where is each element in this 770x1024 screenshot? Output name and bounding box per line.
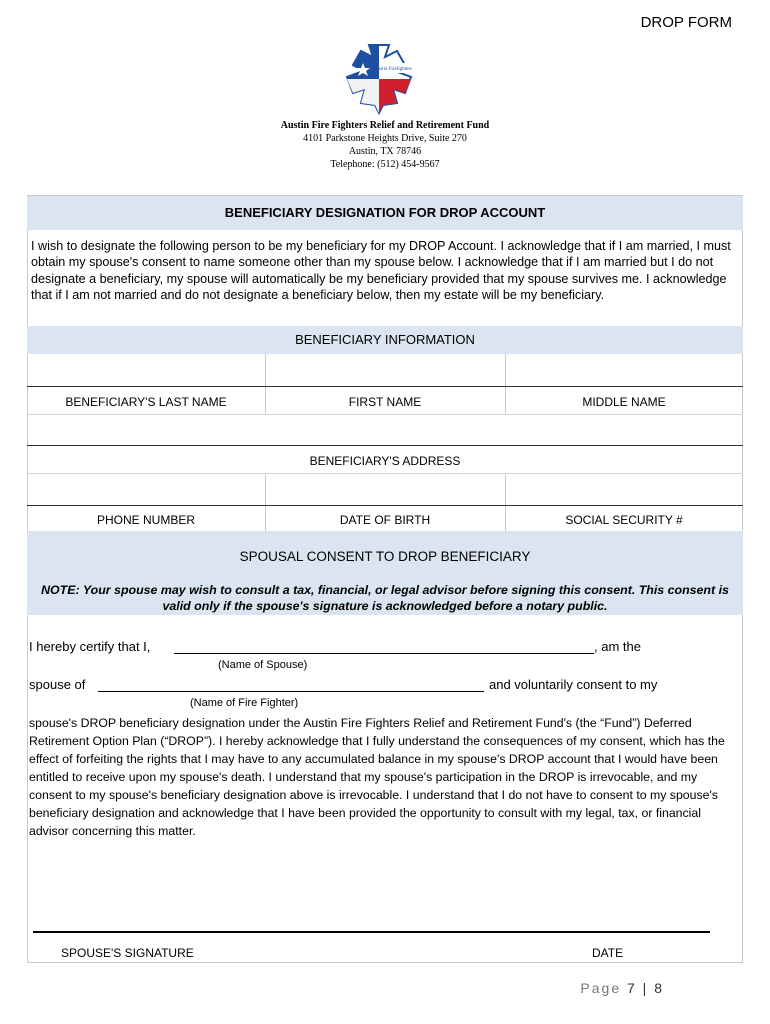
signature-line[interactable]: [33, 931, 710, 933]
organization-telephone: Telephone: (512) 454-9567: [330, 159, 440, 170]
address-label: BENEFICIARY'S ADDRESS: [309, 454, 461, 468]
organization-block: [0, 119, 770, 171]
intro-paragraph: I wish to designate the following person to be my beneficiary for my DROP Account. I acknowledge that if I am married, I must obtain my spouse's consent to name someone other than my spouse below. I acknowledge that if I am married but I do not designate a beneficiary, my spouse will automatically be my beneficiary provided that my spouse survives me. I acknowledge that if I am not married and do not designate a beneficiary below, then my estate will be my beneficiary.: [31, 239, 731, 303]
spouse-of-label: spouse of: [29, 677, 86, 692]
consent-suffix: and voluntarily consent to my: [489, 677, 658, 692]
spousal-consent-title: SPOUSAL CONSENT TO DROP BENEFICIARY: [239, 549, 531, 564]
organization-address-line1: 4101 Parkstone Heights Drive, Suite 270: [303, 133, 467, 144]
spouse-name-blank[interactable]: [174, 653, 594, 654]
address-input-line[interactable]: [27, 445, 743, 446]
middle-name-label: MIDDLE NAME: [582, 395, 666, 409]
address-row-bottom: [27, 473, 743, 474]
page-word: Page: [580, 980, 622, 996]
consent-body: spouse's DROP beneficiary designation under the Austin Fire Fighters Relief and Retirement Fund's (the “Fund”) Deferred Retirement Option Plan (“DROP”). I hereby acknowledge that I fully understand the consequences of my consent, which has the effect of forfeiting the rights that I may have to any accumulated balance in my spouse's DROP account that I would have been entitled to receive upon my spouse's death. I understand that my spouse's participation in the DROP is irrevocable, and my consent to my spouse's beneficiary designation above is irrevocable. I understand that I do not have to consent to my spouse's beneficiary designation and acknowledge that I have been provided the opportunity to consult with my legal, tax, or financial advisor concerning this matter.: [29, 716, 725, 838]
name-row-bottom: [27, 414, 743, 415]
fire-fighters-logo-icon: [345, 43, 413, 115]
form-title: BENEFICIARY DESIGNATION FOR DROP ACCOUNT: [27, 196, 743, 230]
page-footer: [580, 980, 664, 996]
form-label: DROP FORM: [640, 14, 732, 31]
name-input-line[interactable]: [27, 386, 743, 387]
organization-name: Austin Fire Fighters Relief and Retirement Fund: [280, 120, 490, 131]
phone-label: PHONE NUMBER: [96, 513, 195, 527]
first-name-label: FIRST NAME: [348, 395, 422, 409]
page-number: 7 | 8: [627, 980, 664, 996]
dob-label: DATE OF BIRTH: [339, 513, 431, 527]
last-name-label: BENEFICIARY'S LAST NAME: [65, 395, 227, 409]
spousal-note: NOTE: Your spouse may wish to consult a tax, financial, or legal advisor before signing this consent. This consent is valid only if the spouse's signature is acknowledged before a notary public.: [41, 583, 729, 613]
fire-fighter-name-blank[interactable]: [98, 691, 484, 692]
phone-input-line[interactable]: [27, 505, 743, 506]
certify-prefix: I hereby certify that I,: [29, 639, 151, 654]
spouse-signature-label: SPOUSE'S SIGNATURE: [61, 946, 194, 960]
date-label: DATE: [592, 946, 624, 960]
name-of-spouse-caption: (Name of Spouse): [218, 659, 308, 671]
logo-text: Austin Firefighters: [374, 67, 412, 72]
organization-address-line2: Austin, TX 78746: [348, 146, 422, 157]
beneficiary-info-title: BENEFICIARY INFORMATION: [27, 326, 743, 354]
name-of-fire-fighter-caption: (Name of Fire Fighter): [190, 697, 299, 709]
ssn-label: SOCIAL SECURITY #: [565, 513, 683, 527]
certify-suffix: , am the: [594, 639, 641, 654]
